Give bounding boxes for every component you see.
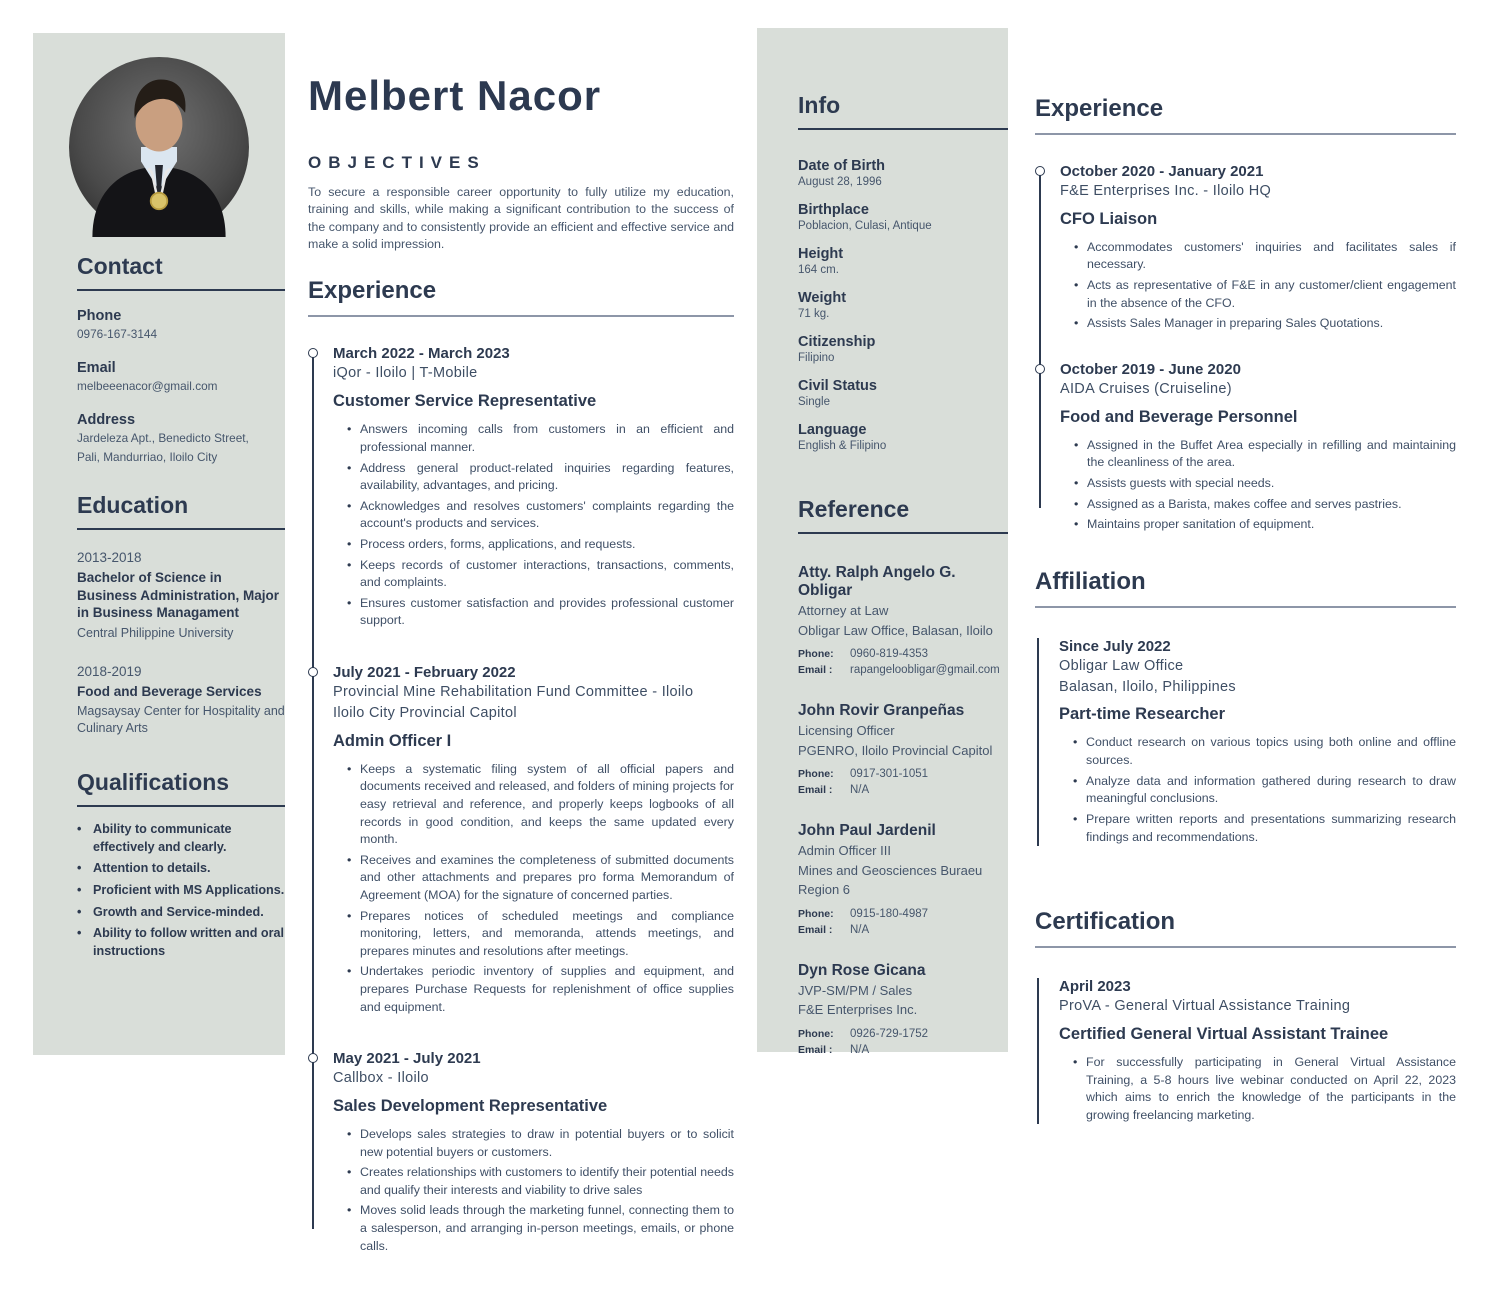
experience-entry [1035, 163, 1456, 333]
bullet-item: • Prepare written reports and presentations summarizing research findings and recommendations. [1073, 811, 1456, 846]
info-section-title: Info [798, 92, 1008, 130]
reference-name: Dyn Rose Gicana [798, 961, 926, 979]
bullet-item: • Address general product-related inquiries regarding features, availability, advantages, and pricing. [347, 460, 734, 495]
bullet-item: • Ensures customer satisfaction and provides professional customer support. [347, 595, 734, 630]
bullet-item: • Creates relationships with customers to identify their potential needs and qualify their interests and viability to drive sales [347, 1164, 734, 1199]
info-field [798, 202, 1008, 232]
entry-organization: Callbox - Iloilo [333, 1070, 429, 1087]
reference-contact-rows [798, 908, 1008, 936]
reference-name: Atty. Ralph Angelo G. Obligar [798, 564, 956, 599]
education-item [77, 664, 285, 737]
entry-organization: ProVA - General Virtual Assistance Training [1059, 998, 1351, 1015]
phone-value: 0926-729-1752 [850, 1027, 929, 1040]
reference-contact-rows [798, 1028, 1008, 1056]
bullet-item: • Assists guests with special needs. [1074, 475, 1456, 493]
education-section-title: Education [77, 492, 285, 530]
reference-org-line2: Region 6 [798, 882, 851, 898]
objectives-text: To secure a responsible career opportunity to fully utilize my education, training and skills, while making a significant contribution to the success of the company and to consistently provide an efficient and effective service and make a solid impression. [308, 185, 734, 252]
reference-email-row [798, 924, 1008, 936]
entry-dates: Since July 2022 [1059, 637, 1171, 655]
qualification-item: • Attention to details. [77, 860, 285, 878]
bullet-item: • Analyze data and information gathered during research to draw meaningful conclusions. [1073, 773, 1456, 808]
experience-right-timeline [1035, 163, 1456, 534]
reference-name: John Rovir Granpeñas [798, 702, 965, 720]
entry-role: Certified General Virtual Assistant Trainee [1059, 1024, 1389, 1043]
person-name: Melbert Nacor [308, 72, 602, 119]
bullet-item: • Prepares notices of scheduled meetings and compliance monitoring, letters, and memoranda, attends meetings, and prepares minutes and resolutions after meetings. [347, 908, 734, 961]
phone-value: 0960-819-4353 [850, 648, 929, 661]
education-school: Central Philippine University [77, 626, 234, 641]
reference-entry [798, 702, 1008, 796]
email-value: N/A [850, 1043, 870, 1056]
info-field-label: Citizenship [798, 334, 876, 350]
entry-role: Admin Officer I [333, 731, 452, 750]
entry-organization-line2: Balasan, Iloilo, Philippines [1059, 678, 1236, 695]
entry-bullet-list [1074, 239, 1456, 333]
reference-contact-rows [798, 768, 1008, 796]
entry-role: Sales Development Representative [333, 1097, 608, 1116]
bullet-item: • Keeps a systematic filing system of all official papers and documents received and released, and folders of mining projects for easy retrieval and reference, and properly keeps logbooks of all records in good condition, and keeps the same updated every month. [347, 761, 734, 849]
info-field-value: August 28, 1996 [798, 176, 882, 188]
entry-organization: F&E Enterprises Inc. - Iloilo HQ [1060, 183, 1272, 199]
entry-dates: October 2019 - June 2020 [1060, 360, 1241, 378]
bullet-item: • Conduct research on various topics using both online and offline sources. [1073, 734, 1456, 769]
bullet-item: • Acts as representative of F&E in any customer/client engagement in the absence of the CFO. [1074, 277, 1456, 312]
info-field-label: Weight [798, 290, 847, 306]
experience-timeline [308, 345, 734, 1255]
info-field-label: Birthplace [798, 202, 869, 218]
experience-entry [308, 345, 734, 630]
entry-dates: May 2021 - July 2021 [333, 1050, 481, 1068]
qualifications-section-title: Qualifications [77, 769, 285, 807]
phone-label: Phone: [798, 648, 834, 661]
experience-entry [308, 664, 734, 1016]
phone-value: 0915-180-4987 [850, 907, 929, 920]
email-label: Email : [798, 1043, 833, 1056]
entry-organization-line2: Iloilo City Provincial Capitol [333, 704, 517, 721]
certification-section-title: Certification [1035, 908, 1456, 948]
entry-bullet-list [347, 1126, 734, 1255]
reference-phone-row [798, 648, 1008, 660]
reference-name: John Paul Jardenil [798, 822, 936, 840]
reference-phone-row [798, 1028, 1008, 1040]
info-field [798, 246, 1008, 276]
address-label: Address [77, 412, 136, 429]
info-field-value: Filipino [798, 352, 835, 364]
bullet-item: • Process orders, forms, applications, and requests. [347, 536, 734, 554]
info-field-value: English & Filipino [798, 440, 887, 452]
info-field [798, 334, 1008, 364]
entry-role: Part-time Researcher [1059, 705, 1225, 724]
reference-email-row [798, 1044, 1008, 1056]
reference-entry [798, 822, 1008, 936]
reference-role: Admin Officer III [798, 843, 891, 859]
reference-email-row [798, 784, 1008, 796]
bullet-item: • Receives and examines the completeness of submitted documents and other attachments and prepares pro forma Memorandum of Agreement (MOA) for the signature of concerned parties. [347, 852, 734, 905]
qualification-item: • Growth and Service-minded. [77, 904, 285, 922]
reference-org: Obligar Law Office, Balasan, Iloilo [798, 622, 993, 638]
bullet-item: • Assigned as a Barista, makes coffee and serves pastries. [1074, 496, 1456, 514]
address-value-line1: Jardeleza Apt., Benedicto Street, [77, 431, 249, 446]
education-years: 2018-2019 [77, 663, 142, 679]
graduation-portrait-image [69, 57, 249, 237]
email-value: melbeeenacor@gmail.com [77, 379, 218, 394]
entry-organization: Provincial Mine Rehabilitation Fund Committee - Iloilo [333, 683, 694, 700]
info-field [798, 158, 1008, 188]
bullet-item: • Answers incoming calls from customers in an efficient and professional manner. [347, 421, 734, 456]
info-field [798, 378, 1008, 408]
main-column [308, 72, 734, 1289]
experience-entry [308, 1050, 734, 1255]
info-field-value: Poblacion, Culasi, Antique [798, 220, 932, 232]
phone-value: 0917-301-1051 [850, 768, 929, 781]
email-value: rapangeloobligar@gmail.com [850, 664, 1000, 677]
entry-bullet-list [1073, 1054, 1456, 1124]
entry-dates: October 2020 - January 2021 [1060, 163, 1264, 180]
reference-phone-row [798, 908, 1008, 920]
address-value-line2: Pali, Mandurriao, Iloilo City [77, 450, 218, 465]
reference-entries [798, 564, 1008, 1056]
reference-role: Licensing Officer [798, 723, 895, 739]
affiliation-entry [1037, 638, 1456, 846]
reference-entry [798, 564, 1008, 676]
info-panel-content [757, 28, 1008, 1056]
reference-org: PGENRO, Iloilo Provincial Capitol [798, 742, 993, 758]
phone-value: 0976-167-3144 [77, 327, 158, 341]
certification-entry [1037, 978, 1456, 1124]
email-label: Email : [798, 664, 833, 677]
entry-dates: April 2023 [1059, 978, 1131, 996]
bullet-item: • Maintains proper sanitation of equipment. [1074, 516, 1456, 534]
entry-bullet-list [1073, 734, 1456, 846]
bullet-item: • For successfully participating in General Virtual Assistance Training, a 5-8 hours live webinar conducted on April 22, 2023 which aims to enrich the knowledge of the participants in the growing freelancing marketing. [1073, 1054, 1456, 1124]
entry-dates: July 2021 - February 2022 [333, 663, 516, 681]
reference-phone-row [798, 768, 1008, 780]
phone-label: Phone: [798, 768, 834, 781]
entry-bullet-list [1074, 437, 1456, 534]
entry-bullet-list [347, 761, 734, 1017]
info-field [798, 290, 1008, 320]
bullet-item: • Accommodates customers' inquiries and facilitates sales if necessary. [1074, 239, 1456, 274]
reference-contact-rows [798, 648, 1008, 676]
bullet-item: • Acknowledges and resolves customers' complaints regarding the account's products and services. [347, 498, 734, 533]
info-fields [798, 158, 1008, 452]
qualification-item: • Proficient with MS Applications. [77, 882, 285, 900]
info-field-label: Date of Birth [798, 158, 885, 174]
education-item [77, 550, 285, 642]
experience-section-title: Experience [308, 277, 734, 317]
info-field-value: 164 cm. [798, 264, 839, 276]
reference-entry [798, 962, 1008, 1056]
info-field [798, 422, 1008, 452]
affiliation-section-title: Affiliation [1035, 568, 1456, 608]
education-degree: Bachelor of Science in Business Administration, Major in Business Managament [77, 570, 280, 621]
info-field-label: Language [798, 422, 867, 438]
reference-email-row [798, 664, 1008, 676]
entry-organization: iQor - Iloilo | T-Mobile [333, 365, 478, 382]
profile-photo [69, 57, 249, 237]
bullet-item: • Assists Sales Manager in preparing Sales Quotations. [1074, 315, 1456, 333]
email-value: N/A [850, 923, 870, 936]
education-years: 2013-2018 [77, 550, 142, 566]
entry-role: Food and Beverage Personnel [1060, 407, 1298, 426]
entry-dates: March 2022 - March 2023 [333, 345, 510, 363]
experience-entry [1035, 361, 1456, 534]
contact-email-group [77, 360, 285, 395]
email-value: N/A [850, 784, 870, 797]
phone-label: Phone [77, 308, 122, 324]
entry-bullet-list [347, 421, 734, 630]
entry-role: Customer Service Representative [333, 392, 597, 411]
bullet-item: • Undertakes periodic inventory of supplies and equipment, and prepares Purchase Requests for replenishment of office supplies and equipment. [347, 963, 734, 1016]
right-column [1035, 95, 1456, 1127]
reference-role: Attorney at Law [798, 603, 889, 618]
reference-org: F&E Enterprises Inc. [798, 1002, 918, 1018]
info-field-value: 71 kg. [798, 308, 830, 320]
reference-section-title: Reference [798, 496, 1008, 534]
reference-role: JVP-SM/PM / Sales [798, 982, 913, 998]
qualification-item: • Ability to communicate effectively and clearly. [77, 821, 285, 856]
left-sidebar-panel [33, 33, 285, 1055]
sidebar-content [33, 237, 285, 961]
bullet-item: • Moves solid leads through the marketing funnel, connecting them to a salesperson, and arranging in-person meetings, emails, or phone calls. [347, 1202, 734, 1255]
contact-section-title: Contact [77, 253, 285, 291]
entry-organization: Obligar Law Office [1059, 657, 1184, 674]
info-field-label: Civil Status [798, 378, 877, 394]
objectives-section-title: OBJECTIVES [308, 153, 486, 172]
education-degree: Food and Beverage Services [77, 683, 262, 699]
email-label: Email : [798, 784, 833, 797]
education-school: Magsaysay Center for Hospitality and Culinary Arts [77, 704, 285, 736]
qualification-item: • Ability to follow written and oral instructions [77, 925, 285, 960]
phone-label: Phone: [798, 907, 834, 920]
entry-role: CFO Liaison [1060, 209, 1158, 228]
info-field-value: Single [798, 396, 830, 408]
email-label: Email : [798, 923, 833, 936]
entry-organization: AIDA Cruises (Cruiseline) [1060, 380, 1232, 397]
contact-address-group [77, 412, 285, 466]
bullet-item: • Keeps records of customer interactions, transactions, comments, and complaints. [347, 557, 734, 592]
bullet-item: • Assigned in the Buffet Area especially in refilling and maintaining the cleanliness of the area. [1074, 437, 1456, 472]
phone-label: Phone: [798, 1027, 834, 1040]
email-label: Email [77, 360, 116, 377]
bullet-item: • Develops sales strategies to draw in potential buyers or to solicit new potential buyers or customers. [347, 1126, 734, 1161]
info-field-label: Height [798, 246, 844, 262]
info-panel [757, 28, 1008, 1056]
experience-right-section-title: Experience [1035, 95, 1456, 135]
reference-org: Mines and Geosciences Buraeu [798, 862, 983, 878]
qualifications-list [77, 821, 285, 960]
contact-phone-group [77, 308, 285, 343]
